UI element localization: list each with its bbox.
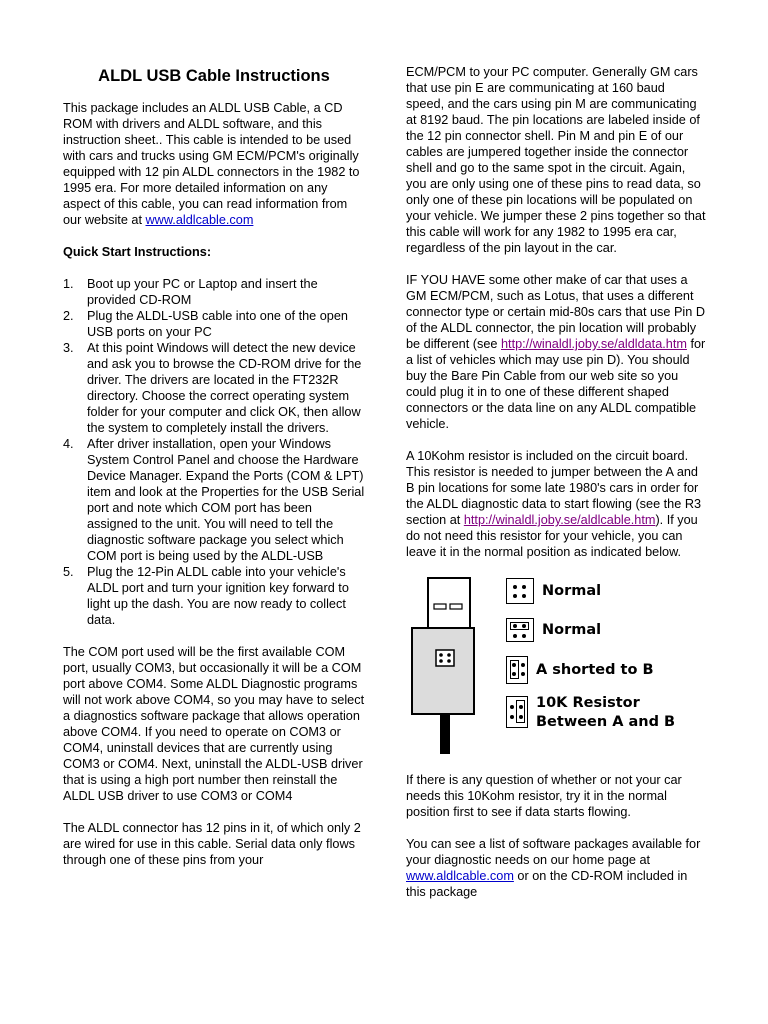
step-item	[63, 340, 365, 436]
aldldata-link[interactable]: http://winaldl.joby.se/aldldata.htm	[500, 337, 687, 351]
step-item	[63, 564, 365, 628]
usb-contact	[434, 604, 446, 609]
resistor-text-2: ). If you do not need this resistor for your vehicle, you can leave it in the normal position as indicated below.	[406, 513, 698, 559]
usb-cable	[440, 714, 450, 754]
legend-label: Normal	[542, 621, 602, 638]
website-link[interactable]: www.aldlcable.com	[145, 213, 254, 227]
legend-label: 10K Resistor Between A and B	[536, 695, 676, 730]
usb-plug-body	[412, 628, 474, 714]
step-text: Plug the ALDL-USB cable into one of the open USB ports on your PC	[87, 309, 348, 339]
aldlcable-r3-link[interactable]: http://winaldl.joby.se/aldlcable.htm	[463, 513, 656, 527]
legend-a-shorted-b	[506, 656, 654, 684]
step-item	[63, 436, 365, 564]
step-number: 2.	[63, 309, 74, 323]
home-page-link[interactable]: www.aldlcable.com	[406, 869, 514, 883]
connector-text: The ALDL connector has 12 pins in it, of which only 2 are wired for use in this cable. Serial data only flows through one of these pins from your	[63, 821, 361, 867]
step-number: 1.	[63, 277, 74, 291]
legend-label: A shorted to B	[536, 661, 654, 678]
step-text: After driver installation, open your Windows System Control Panel and choose the Hardware Device Manager. Expand the Ports (COM & LPT) item and look at the Properties for the USB Serial port and note which COM port has been assigned to the unit. You will need to tell the diagnostic software package you select which COM port is being used by the ALDL-USB	[87, 437, 365, 563]
other-make-text-2: for a list of vehicles which may use pin D). You should buy the Bare Pin Cable from our web site so you could plug it in to one of these different shaped connectors or the data line on any ALDL compatible vehicle.	[406, 337, 706, 431]
quick-start-heading: Quick Start Instructions:	[63, 245, 212, 259]
step-number: 3.	[63, 341, 74, 355]
jumper-open-icon	[506, 578, 534, 604]
jumper-diagram	[406, 576, 706, 756]
legend-label: Normal	[542, 582, 602, 599]
connector-text-continued: ECM/PCM to your PC computer. Generally GM cars that use pin E are communicating at 160 baud speed, and the cars using pin M are communicating at 8192 baud. The pin locations are labeled inside of the 12 pin connector shell. Pin M and pin E of our cables are jumpered together inside the connector shell and go to the same spot in the circuit. Again, you are only using one of these pins to read data, so only one of these pin locations will be populated on your vehicle. We jumper these 2 pins together so that this cable will work for any 1982 to 1995 era car, regardless of the pin layout in the car.	[406, 65, 706, 255]
jumper-vertical-icon	[506, 656, 528, 684]
intro-paragraph	[63, 100, 365, 228]
step-item	[63, 308, 365, 340]
resistor-text-1: A 10Kohm resistor is included on the circuit board. This resistor is needed to jumper between the A and B pin locations for some late 1980's cars in order for the ALDL diagnostic data to start flowing (see the R3 section at	[406, 449, 702, 527]
com-port-paragraph: The COM port used will be the first available COM port, usually COM3, but occasionally it will be a COM port above COM4. Some ALDL Diagnostic programs will not work above COM4, so you may have to select a diagnostics software package that allows operation above COM4. If you need to operate on COM3 or COM4, uninstall devices that are currently using COM3 or COM4. Next, uninstall the ALDL-USB driver that is using a high port number then reinstall the ALDL USB driver to use COM3 or COM4	[63, 645, 365, 803]
question-paragraph: If there is any question of whether or not your car needs this 10Kohm resistor, try it in the normal position first to see if data starts flowing.	[406, 773, 682, 819]
resistor-paragraph	[406, 448, 706, 560]
right-column	[406, 64, 706, 916]
legend-normal-2	[506, 618, 601, 642]
usb-contact	[450, 604, 462, 609]
other-make-paragraph	[406, 272, 706, 432]
jumper-horizontal-icon	[506, 618, 534, 642]
usb-plug-illustration	[406, 576, 476, 756]
jumper-resistor-icon	[506, 696, 528, 728]
other-make-text-1: IF YOU HAVE some other make of car that uses a GM ECM/PCM, such as Lotus, that uses a different connector type or certain mid-80s cars that use Pin D of the ALDL connector, the pin location will probably be different (see	[406, 273, 705, 351]
step-text: Boot up your PC or Laptop and insert the provided CD-ROM	[87, 277, 318, 307]
step-item	[63, 276, 365, 308]
left-column	[63, 64, 365, 868]
step-text: Plug the 12-Pin ALDL cable into your vehicle's ALDL port and turn your ignition key forward to light up the dash. You are now ready to collect data.	[87, 565, 349, 627]
step-number: 5.	[63, 565, 74, 579]
connector-paragraph-part2	[406, 64, 706, 256]
page-title: ALDL USB Cable Instructions	[98, 67, 330, 85]
software-text-1: You can see a list of software packages available for your diagnostic needs on our home page at	[406, 837, 701, 867]
step-number: 4.	[63, 437, 74, 451]
connector-paragraph-part1	[63, 820, 365, 868]
intro-text: This package includes an ALDL USB Cable, a CD ROM with drivers and ALDL software, and this instruction sheet.. This cable is intended to be used with cars and trucks using GM ECM/PCM's originally equipped with 12 pin ALDL connectors in the 1982 to 1995 era. For more detailed information on any aspect of this cable, you can read information from our website at	[63, 101, 360, 227]
step-text: At this point Windows will detect the new device and ask you to browse the CD-ROM drive for the driver. The drivers are located in the FT232R directory. Choose the correct operating system folder for your computer and click OK, then allow the system to completely install the drivers.	[87, 341, 362, 435]
software-text-2: or on the CD-ROM included in this package	[406, 869, 688, 899]
legend-normal-1	[506, 578, 601, 604]
quick-start-steps	[63, 276, 365, 628]
legend-10k-resistor	[506, 694, 675, 732]
usb-jumper-block	[436, 650, 454, 666]
software-paragraph	[406, 836, 706, 900]
